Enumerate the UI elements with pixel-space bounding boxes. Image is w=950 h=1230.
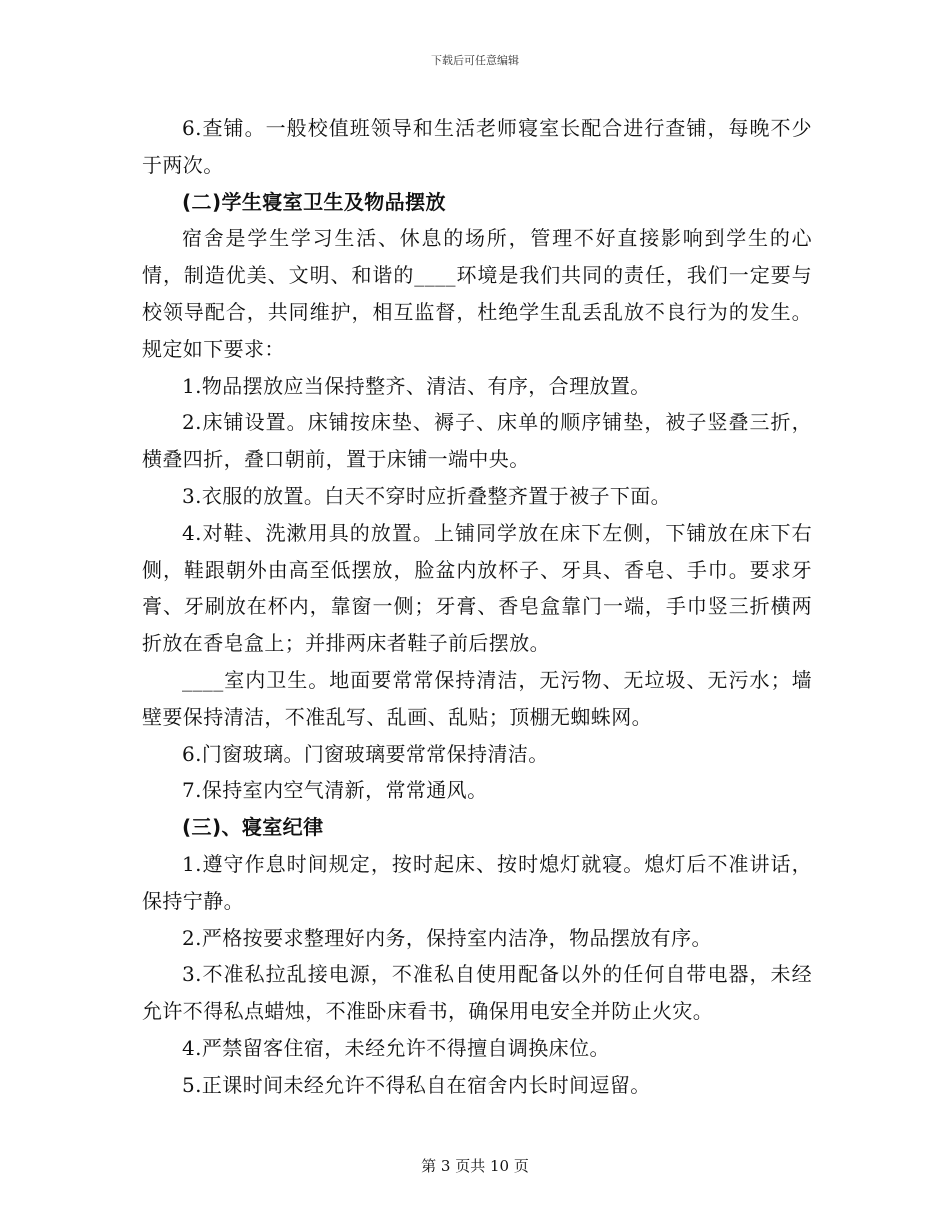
paragraph-discipline-5: 5.正课时间未经允许不得私自在宿舍内长时间逗留。 [182, 1072, 651, 1097]
paragraph-item-6: 6.门窗玻璃。门窗玻璃要常常保持清洁。 [182, 741, 549, 766]
page-number: 第 3 页共 10 页 [421, 1157, 529, 1175]
paragraph-item-7: 7.保持室内空气清新，常常通风。 [182, 778, 488, 803]
document-body [142, 110, 812, 1104]
paragraph-discipline-4: 4.严禁留客住宿，未经允许不得擅自调换床位。 [182, 1035, 610, 1060]
paragraph-discipline-3: 3.不准私拉乱接电源，不准私自使用配备以外的任何自带电器，未经允许不得私点蜡烛，不准卧床看书，确保用电安全并防止火灾。 [142, 962, 812, 1024]
section-heading-discipline: (三)、寝室纪律 [182, 815, 324, 840]
paragraph-item-3: 3.衣服的放置。白天不穿时应折叠整齐置于被子下面。 [182, 483, 672, 508]
paragraph-item-4: 4.对鞋、洗漱用具的放置。上铺同学放在床下左侧，下铺放在床下右侧，鞋跟朝外由高至低摆放，脸盆内放杯子、牙具、香皂、手巾。要求牙膏、牙刷放在杯内，靠窗一侧；牙膏、香皂盒靠门一端，手巾竖三折横两折放在香皂盒上；并排两床者鞋子前后摆放。 [142, 520, 812, 656]
paragraph-item-1: 1.物品摆放应当保持整齐、清洁、有序，合理放置。 [182, 373, 651, 398]
paragraph-item-5: ____室内卫生。地面要常常保持清洁，无污物、无垃圾、无污水；墙壁要保持清洁，不准乱写、乱画、乱贴；顶棚无蜘蛛网。 [142, 667, 812, 729]
paragraph-discipline-2: 2.严格按要求整理好内务，保持室内洁净，物品摆放有序。 [182, 925, 712, 950]
header-note: 下载后可任意编辑 [431, 54, 519, 67]
paragraph-item-2: 2.床铺设置。床铺按床垫、褥子、床单的顺序铺垫，被子竖叠三折，横叠四折，叠口朝前，置于床铺一端中央。 [142, 410, 812, 472]
paragraph-6-inspection: 6.查铺。一般校值班领导和生活老师寝室长配合进行查铺，每晚不少于两次。 [142, 116, 812, 177]
paragraph-discipline-1: 1.遵守作息时间规定，按时起床、按时熄灯就寝。熄灯后不准讲话，保持宁静。 [142, 851, 812, 913]
paragraph-dorm-intro: 宿舍是学生学习生活、休息的场所，管理不好直接影响到学生的心情，制造优美、文明、和谐的____环境是我们共同的责任，我们一定要与校领导配合，共同维护，相互监督，杜绝学生乱丢乱放不良行为的发生。规定如下要求： [142, 226, 812, 361]
section-heading-hygiene: (二)学生寝室卫生及物品摆放 [182, 189, 446, 214]
